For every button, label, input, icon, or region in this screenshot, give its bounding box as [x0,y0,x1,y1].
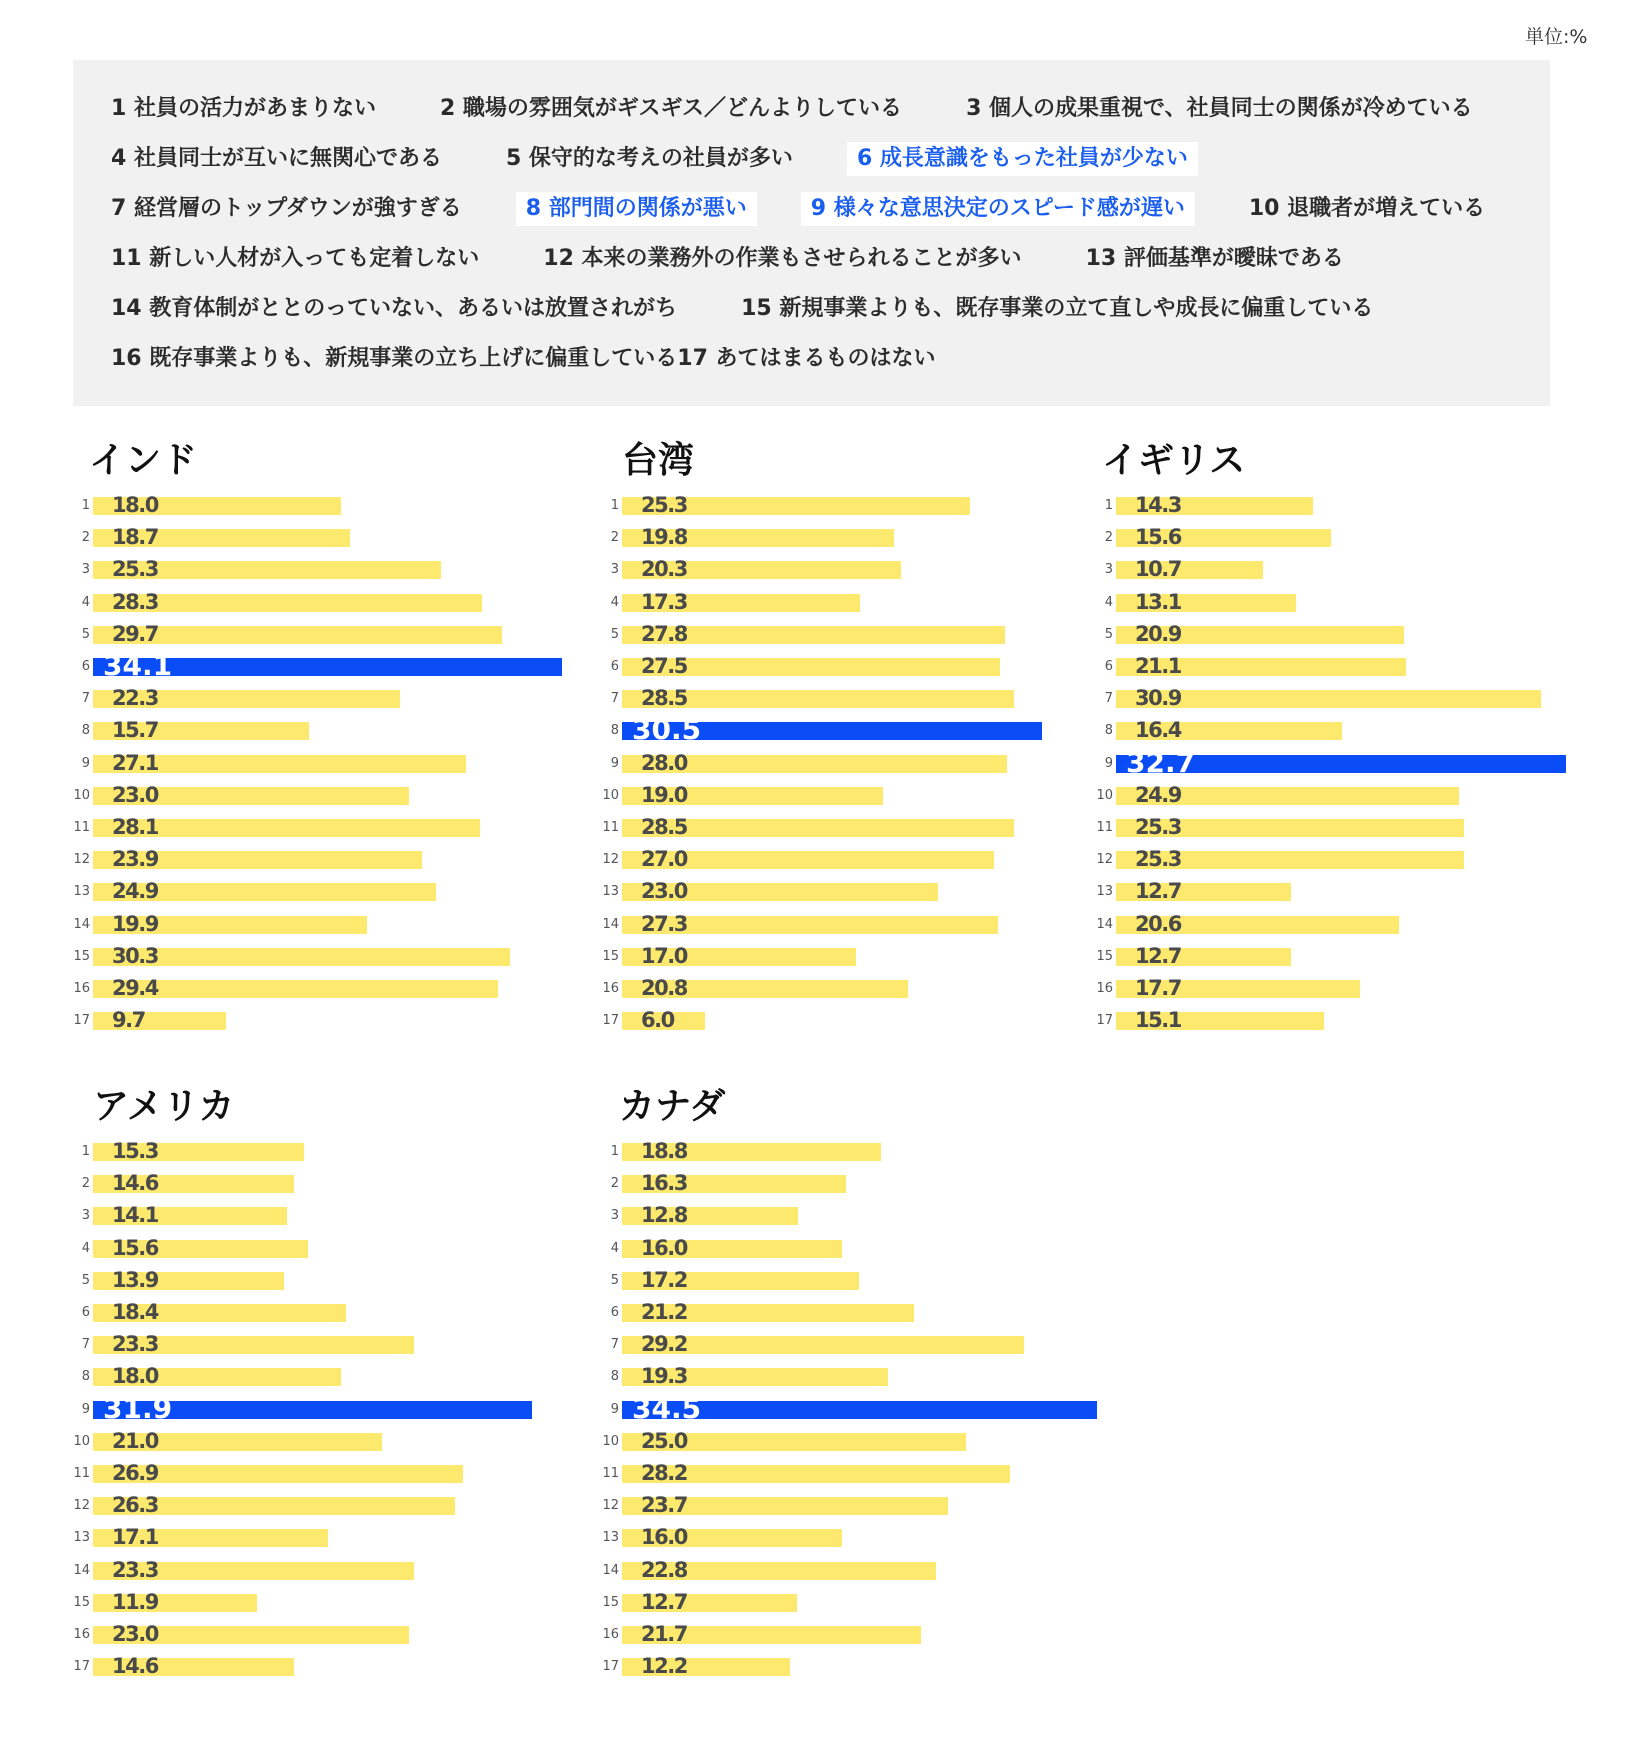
category-label: 3 [81,562,90,578]
value-label: 13.9 [112,1267,158,1292]
value-label: 13.1 [1135,589,1181,614]
legend-item: 13 評価基準が曖昧である [1085,246,1344,271]
category-label: 5 [1104,626,1113,642]
value-label: 20.9 [1135,621,1181,646]
value-label: 28.3 [112,589,158,614]
value-label: 25.3 [1135,847,1181,872]
value-label: 16.0 [641,1235,687,1260]
category-label: 12 [73,852,90,868]
value-label: 17.3 [641,589,687,614]
value-label: 12.2 [641,1654,687,1679]
value-label: 18.4 [112,1300,158,1324]
category-label: 10 [602,1433,619,1449]
category-label: 13 [1096,884,1113,900]
category-label: 7 [81,691,90,707]
value-label: 21.7 [641,1622,687,1646]
value-label: 23.3 [112,1332,158,1357]
category-label: 6 [610,1305,619,1320]
value-label: 30.5 [632,713,702,747]
legend-item: 4 社員同士が互いに無関心である [111,146,442,171]
value-label: 17.2 [641,1267,687,1292]
category-label: 8 [81,723,90,739]
category-label: 13 [73,1530,90,1546]
category-label: 5 [610,626,619,642]
value-label: 27.5 [641,654,687,678]
legend-item-highlighted: 8 部門間の関係が悪い [516,192,757,226]
value-label: 11.9 [112,1589,158,1614]
legend-item-highlighted: 6 成長意識をもった社員が少ない [847,142,1198,176]
value-label: 19.8 [641,525,687,550]
category-label: 10 [73,1433,90,1449]
legend-line [111,142,1242,176]
category-label: 7 [610,1337,619,1353]
value-label: 17.7 [1135,976,1181,1000]
value-label: 21.1 [1135,654,1181,678]
value-label: 28.5 [641,815,687,839]
chart-title: インド [89,440,198,481]
value-label: 15.6 [1135,525,1181,550]
value-label: 23.0 [641,879,687,904]
value-label: 25.3 [1135,815,1181,839]
value-label: 18.0 [112,493,158,517]
value-label: 16.4 [1135,718,1181,743]
legend-line [111,292,1427,326]
value-label: 28.1 [112,815,158,839]
value-label: 14.6 [112,1654,158,1679]
value-label: 20.8 [641,976,687,1000]
value-label: 12.8 [641,1203,687,1228]
value-label: 22.8 [641,1557,687,1582]
category-label: 12 [602,852,619,868]
category-label: 8 [610,723,619,739]
category-label: 9 [1104,755,1113,771]
category-label: 3 [1104,562,1113,578]
legend-item: 1 社員の活力があまりない [111,96,376,121]
value-label: 23.9 [112,847,158,872]
category-label: 3 [610,562,619,578]
value-label: 23.0 [112,782,158,807]
category-label: 5 [610,1272,619,1288]
value-label: 22.3 [112,686,158,711]
legend-line [111,192,1539,226]
legend-item: 7 経営層のトップダウンが強すぎる [111,196,462,221]
legend-item: 14 教育体制がととのっていない、あるいは放置されがち [111,296,678,321]
value-label: 27.3 [641,911,687,936]
category-label: 7 [81,1337,90,1353]
legend-item: 2 職場の雰囲気がギスギス／どんよりしている [439,96,903,121]
value-label: 26.9 [112,1461,158,1485]
value-label: 20.3 [641,557,687,582]
value-label: 25.3 [112,557,158,582]
value-label: 17.0 [641,943,687,968]
value-label: 26.3 [112,1493,158,1518]
category-label: 4 [81,594,90,610]
category-label: 15 [602,948,619,964]
category-label: 12 [73,1498,90,1514]
value-label: 31.9 [103,1391,173,1425]
category-label: 16 [73,1627,90,1642]
value-label: 10.7 [1135,557,1181,582]
category-label: 14 [602,916,619,932]
category-label: 10 [73,787,90,803]
category-label: 13 [73,884,90,900]
category-label: 4 [1104,594,1113,610]
category-label: 2 [1104,530,1113,546]
category-label: 17 [73,1659,90,1675]
category-label: 8 [1104,723,1113,739]
category-label: 14 [602,1562,619,1578]
category-label: 14 [1096,916,1113,932]
category-label: 11 [73,820,90,835]
category-label: 6 [81,659,90,674]
category-label: 13 [602,884,619,900]
category-label: 1 [81,1144,90,1159]
category-label: 1 [81,498,90,513]
value-label: 28.5 [641,686,687,711]
legend-item-highlighted: 9 様々な意思決定のスピード感が遅い [801,192,1195,226]
category-label: 4 [81,1240,90,1256]
category-label: 2 [81,530,90,546]
value-label: 27.1 [112,750,158,775]
chart-title: アメリカ [93,1086,235,1127]
value-label: 28.2 [641,1461,687,1485]
value-label: 27.8 [641,621,687,646]
category-label: 15 [73,1594,90,1610]
value-label: 15.1 [1135,1008,1181,1033]
value-label: 30.3 [112,943,158,968]
category-label: 8 [610,1369,619,1385]
category-label: 9 [81,1401,90,1417]
category-label: 17 [1096,1013,1113,1029]
legend-item: 11 新しい人材が入っても定着しない [111,246,480,271]
category-label: 9 [81,755,90,771]
legend-item: 15 新規事業よりも、既存事業の立て直しや成長に偏重している [741,296,1374,321]
category-label: 4 [610,594,619,610]
value-label: 9.7 [112,1008,145,1033]
value-label: 23.0 [112,1622,158,1646]
value-label: 14.6 [112,1171,158,1196]
value-label: 14.3 [1135,493,1181,517]
value-label: 17.1 [112,1525,158,1550]
value-label: 24.9 [112,879,158,904]
category-label: 9 [610,755,619,771]
value-label: 16.0 [641,1525,687,1550]
value-label: 15.7 [112,718,158,743]
category-label: 1 [610,1144,619,1159]
legend-item: 12 本来の業務外の作業もさせられることが多い [543,246,1022,271]
category-label: 11 [602,820,619,835]
category-label: 17 [602,1659,619,1675]
category-label: 16 [602,1627,619,1642]
value-label: 34.1 [103,649,173,682]
category-label: 3 [610,1208,619,1224]
category-label: 12 [1096,852,1113,868]
category-label: 16 [1096,981,1113,996]
value-label: 18.7 [112,525,158,550]
legend-line [111,92,1527,126]
category-label: 14 [73,1562,90,1578]
chart-title: 台湾 [622,440,695,481]
value-label: 6.0 [641,1008,674,1033]
value-label: 25.3 [641,493,687,517]
category-label: 11 [73,1466,90,1481]
category-label: 15 [602,1594,619,1610]
value-label: 25.0 [641,1428,687,1453]
legend-item: 10 退職者が増えている [1248,196,1486,221]
value-label: 18.8 [641,1139,687,1163]
value-label: 18.0 [112,1364,158,1389]
legend-line [111,342,990,376]
value-label: 21.0 [112,1428,158,1453]
value-label: 23.7 [641,1493,687,1518]
value-label: 12.7 [1135,943,1181,968]
category-label: 2 [81,1176,90,1192]
category-label: 15 [1096,948,1113,964]
value-label: 16.3 [641,1171,687,1196]
value-label: 14.1 [112,1203,158,1228]
value-label: 29.4 [112,976,158,1000]
value-label: 12.7 [641,1589,687,1614]
category-label: 17 [73,1013,90,1029]
category-label: 10 [1096,787,1113,803]
category-label: 5 [81,1272,90,1288]
value-label: 21.2 [641,1300,687,1324]
value-label: 23.3 [112,1557,158,1582]
category-label: 7 [610,691,619,707]
unit-label: 単位:% [1525,26,1588,48]
category-label: 13 [602,1530,619,1546]
category-label: 6 [1104,659,1113,674]
value-label: 29.2 [641,1332,687,1357]
category-label: 3 [81,1208,90,1224]
value-label: 19.0 [641,782,687,807]
legend-line [111,242,1398,276]
category-label: 11 [602,1466,619,1481]
category-label: 15 [73,948,90,964]
value-label: 20.6 [1135,911,1181,936]
category-label: 2 [610,530,619,546]
legend-item: 5 保守的な考えの社員が多い [505,146,793,171]
category-label: 9 [610,1401,619,1417]
legend-box [73,60,1550,406]
legend-item: 3 個人の成果重視で、社員同士の関係が冷めている [966,96,1473,121]
chart-title: イギリス [1102,440,1246,481]
category-label: 12 [602,1498,619,1514]
category-label: 6 [610,659,619,674]
value-label: 34.5 [632,1391,702,1425]
category-label: 5 [81,626,90,642]
category-label: 1 [610,498,619,513]
legend-item: 16 既存事業よりも、新規事業の立ち上げに偏重している17 あてはまるものはない [111,346,936,371]
value-label: 24.9 [1135,782,1181,807]
category-label: 6 [81,1305,90,1320]
category-label: 16 [602,981,619,996]
category-label: 11 [1096,820,1113,835]
category-label: 16 [73,981,90,996]
value-label: 19.9 [112,911,158,936]
category-label: 10 [602,787,619,803]
category-label: 14 [73,916,90,932]
category-label: 2 [610,1176,619,1192]
category-label: 1 [1104,498,1113,513]
category-label: 17 [602,1013,619,1029]
category-label: 8 [81,1369,90,1385]
category-label: 4 [610,1240,619,1256]
value-label: 19.3 [641,1364,687,1389]
category-label: 7 [1104,691,1113,707]
value-label: 15.6 [112,1235,158,1260]
value-label: 15.3 [112,1139,158,1163]
value-label: 28.0 [641,750,687,775]
value-label: 27.0 [641,847,687,872]
value-label: 30.9 [1135,686,1181,711]
value-label: 32.7 [1126,745,1196,779]
chart-title: カナダ [619,1086,726,1127]
value-label: 12.7 [1135,879,1181,904]
value-label: 29.7 [112,621,158,646]
